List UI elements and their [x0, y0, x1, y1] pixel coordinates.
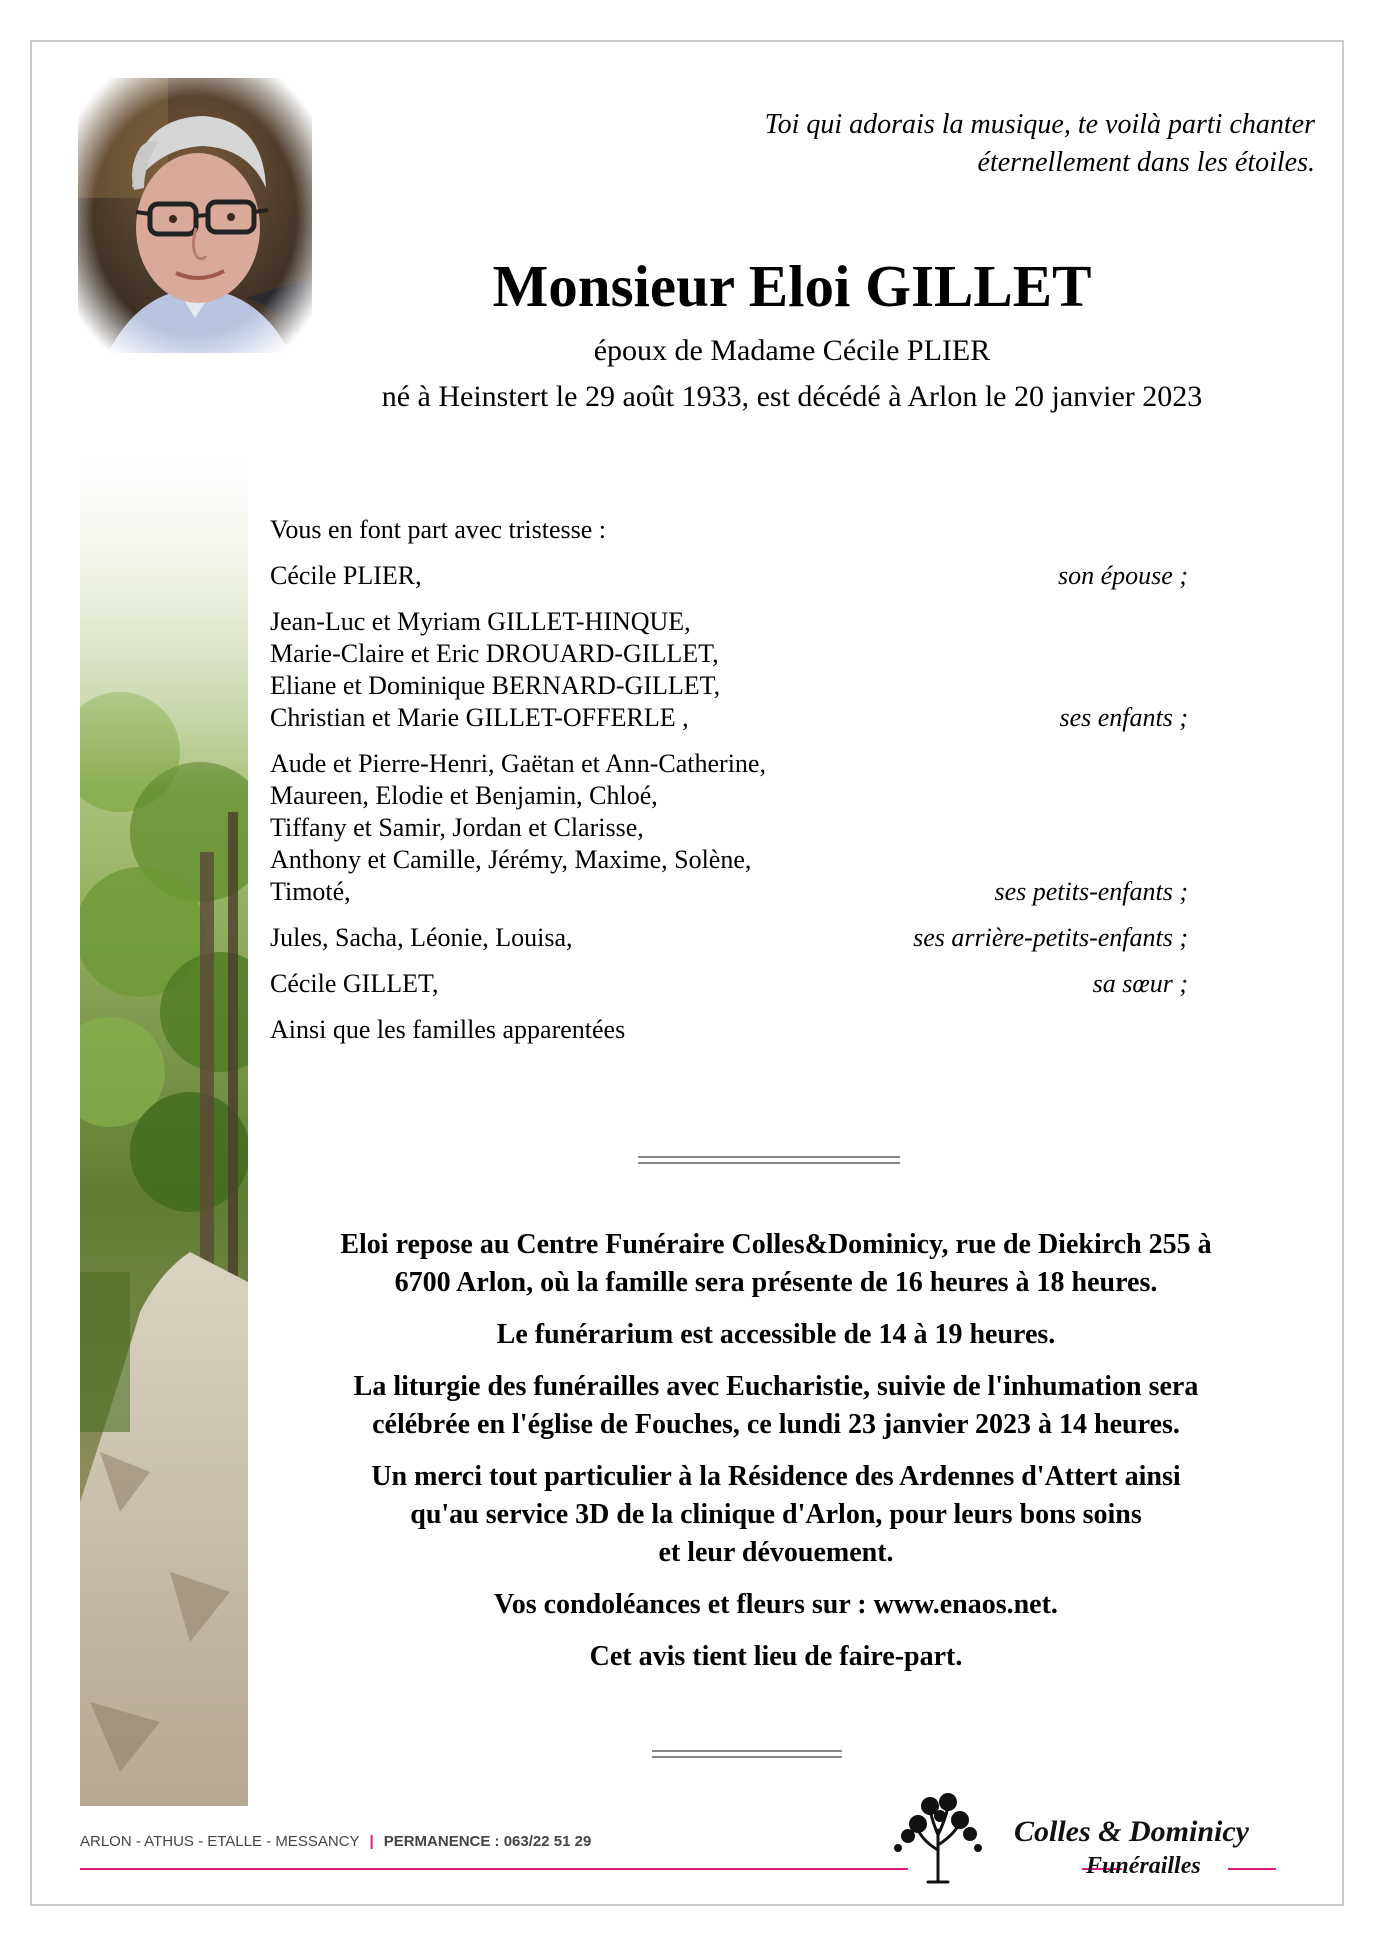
- birth-death-line: né à Heinstert le 29 août 1933, est décédé à Arlon le 20 janvier 2023: [381, 380, 1203, 413]
- spouse-line: époux de Madame Cécile PLIER: [593, 334, 991, 367]
- family-names: Marie-Claire et Eric DROUARD-GILLET,: [270, 639, 719, 668]
- family-list: [270, 514, 1188, 1046]
- family-names: Timoté,: [270, 877, 351, 906]
- funerarium-paragraph: [260, 1316, 1292, 1354]
- family-names: Jules, Sacha, Léonie, Louisa,: [270, 923, 573, 952]
- repose-paragraph: [260, 1226, 1292, 1302]
- footer-locations: ARLON - ATHUS - ETALLE - MESSANCY: [80, 1833, 360, 1850]
- epitaph-line: Toi qui adorais la musique, te voilà parti chanter: [764, 109, 1315, 140]
- family-relation: son épouse ;: [1058, 561, 1188, 590]
- info-line: 6700 Arlon, où la famille sera présente de 16 heures à 18 heures.: [394, 1267, 1158, 1298]
- divider: [638, 1156, 900, 1164]
- forest-path-image: [80, 452, 248, 1806]
- footer-separator: |: [369, 1833, 374, 1850]
- footer-permanence: PERMANENCE : 063/22 51 29: [383, 1833, 592, 1850]
- family-names: Tiffany et Samir, Jordan et Clarisse,: [270, 813, 644, 842]
- footer-contact: [80, 1833, 591, 1850]
- family-names: Anthony et Camille, Jérémy, Maxime, Solène,: [270, 845, 752, 874]
- info-line: Vos condoléances et fleurs sur : www.enaos.net.: [494, 1589, 1058, 1620]
- family-names: Cécile GILLET,: [270, 969, 439, 998]
- thanks-paragraph: [260, 1458, 1292, 1572]
- family-names: Aude et Pierre-Henri, Gaëtan et Ann-Catherine,: [270, 749, 766, 778]
- notice-paragraph: [260, 1638, 1292, 1676]
- family-group: [270, 748, 1188, 908]
- info-line: La liturgie des funérailles avec Eucharistie, suivie de l'inhumation sera: [353, 1371, 1199, 1402]
- divider: [652, 1750, 842, 1758]
- epitaph-line: éternellement dans les étoiles.: [977, 147, 1315, 178]
- family-relation: ses petits-enfants ;: [994, 877, 1188, 906]
- family-names: Jean-Luc et Myriam GILLET-HINQUE,: [270, 607, 691, 636]
- funeral-info: [260, 1226, 1292, 1690]
- epitaph-quote: [615, 106, 1315, 182]
- info-line: célébrée en l'église de Fouches, ce lundi 23 janvier 2023 à 14 heures.: [372, 1409, 1180, 1440]
- family-group: [270, 968, 1188, 1000]
- family-group: [270, 922, 1188, 954]
- family-intro: Vous en font part avec tristesse :: [270, 515, 606, 544]
- footer-line: [1228, 1868, 1276, 1870]
- family-group: [270, 560, 1188, 592]
- brand-subtitle: Funérailles: [1086, 1853, 1201, 1879]
- info-line: Un merci tout particulier à la Résidence des Ardennes d'Attert ainsi: [371, 1461, 1181, 1492]
- info-line: Eloi repose au Centre Funéraire Colles&Dominicy, rue de Diekirch 255 à: [340, 1229, 1212, 1260]
- family-closing: Ainsi que les familles apparentées: [270, 1015, 626, 1044]
- family-names: Christian et Marie GILLET-OFFERLE ,: [270, 703, 689, 732]
- deceased-name: Monsieur Eloi GILLET: [492, 253, 1092, 319]
- family-relation: ses enfants ;: [1059, 703, 1188, 732]
- brand-logo: Colles & Dominicy: [1014, 1815, 1249, 1848]
- tree-logo-icon: [888, 1790, 988, 1886]
- family-names: Maureen, Elodie et Benjamin, Chloé,: [270, 781, 658, 810]
- info-line: qu'au service 3D de la clinique d'Arlon, pour leurs bons soins: [410, 1499, 1142, 1530]
- info-line: Le funérarium est accessible de 14 à 19 heures.: [496, 1319, 1056, 1350]
- condolences-paragraph: [260, 1586, 1292, 1624]
- family-group: [270, 606, 1188, 734]
- info-line: et leur dévouement.: [658, 1537, 894, 1568]
- family-relation: ses arrière-petits-enfants ;: [913, 923, 1188, 952]
- info-line: Cet avis tient lieu de faire-part.: [589, 1641, 963, 1672]
- family-names: Eliane et Dominique BERNARD-GILLET,: [270, 671, 721, 700]
- liturgy-paragraph: [260, 1368, 1292, 1444]
- family-names: Cécile PLIER,: [270, 561, 422, 590]
- footer-line: [80, 1868, 908, 1870]
- family-relation: sa sœur ;: [1092, 969, 1188, 998]
- deceased-portrait: [78, 78, 312, 353]
